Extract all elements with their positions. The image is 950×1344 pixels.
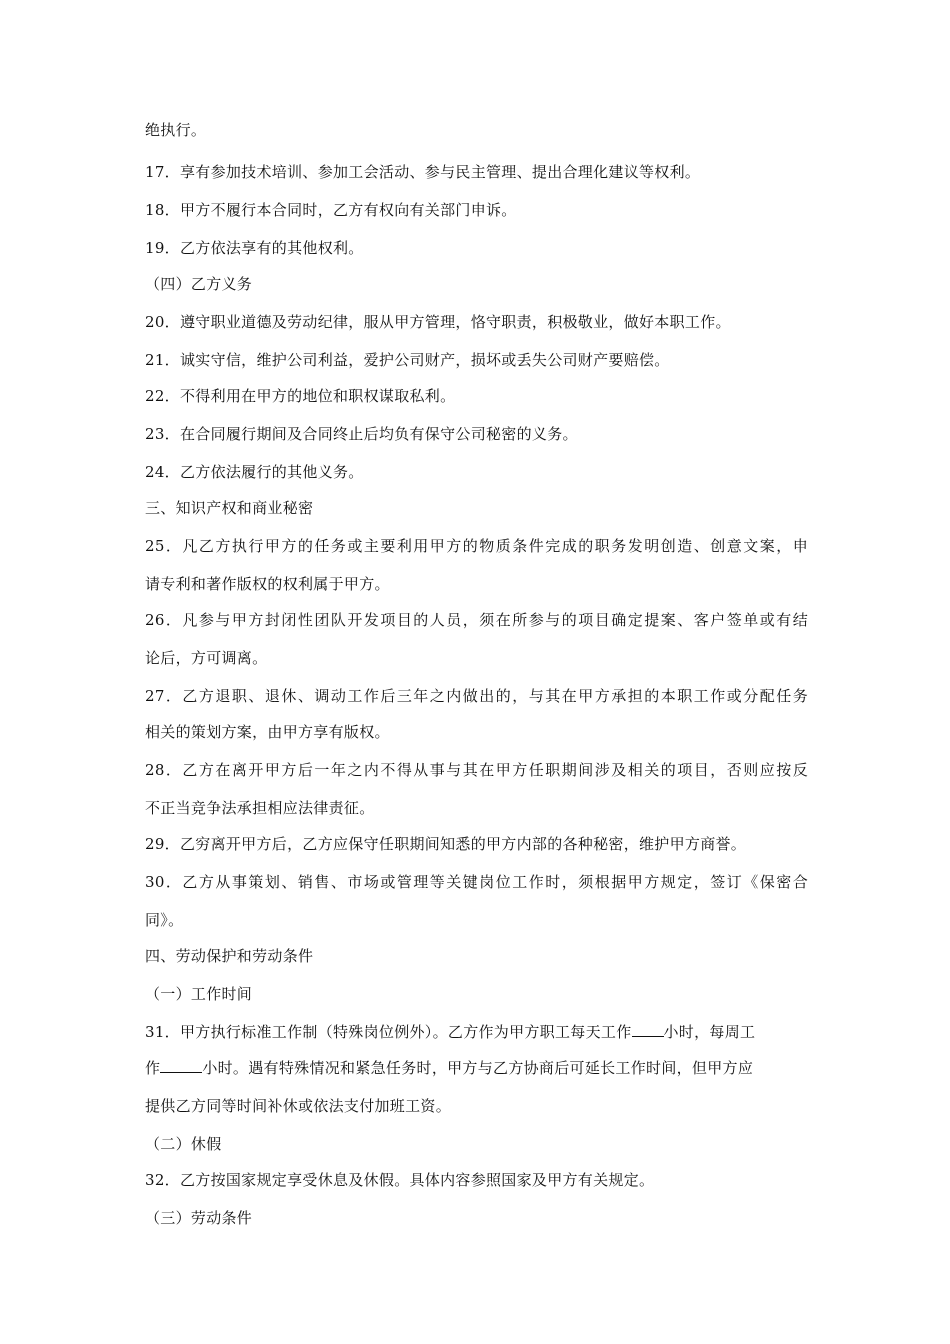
subsection-heading-working-hours: （一）工作时间 xyxy=(145,985,253,1003)
clause-30-line-2: 同》。 xyxy=(145,911,184,929)
weekly-hours-blank[interactable] xyxy=(160,1058,202,1073)
section-heading-labor-protection: 四、劳动保护和劳动条件 xyxy=(145,947,314,965)
clause-31-text-a: 31．甲方执行标准工作制（特殊岗位例外）。乙方作为甲方职工每天工作 xyxy=(145,1023,632,1041)
subsection-heading-leave: （二）休假 xyxy=(145,1135,222,1153)
clause-19: 19．乙方依法享有的其他权利。 xyxy=(145,239,364,257)
clause-23: 23．在合同履行期间及合同终止后均负有保守公司秘密的义务。 xyxy=(145,425,578,443)
clause-31-line-3: 提供乙方同等时间补休或依法支付加班工资。 xyxy=(145,1097,452,1115)
text-line: 绝执行。 xyxy=(145,121,207,139)
clause-22: 22．不得利用在甲方的地位和职权谋取私利。 xyxy=(145,387,456,405)
clause-31-text-b: 小时，每周工 xyxy=(663,1023,756,1041)
clause-25-line-1: 25．凡乙方执行甲方的任务或主要利用甲方的物质条件完成的职务发明创造、创意文案，申 xyxy=(145,537,808,555)
section-heading-party-b-obligations: （四）乙方义务 xyxy=(145,275,253,293)
clause-17: 17．享有参加技术培训、参加工会活动、参与民主管理、提出合理化建议等权利。 xyxy=(145,163,701,181)
clause-26-line-1: 26．凡参与甲方封闭性团队开发项目的人员，须在所参与的项目确定提案、客户签单或有结 xyxy=(145,611,808,629)
clause-25-line-2: 请专利和著作版权的权利属于甲方。 xyxy=(145,575,390,593)
clause-26-line-2: 论后，方可调离。 xyxy=(145,649,268,667)
clause-31-text-c: 作 xyxy=(145,1059,161,1077)
daily-hours-blank[interactable] xyxy=(632,1022,664,1037)
clause-18: 18．甲方不履行本合同时，乙方有权向有关部门申诉。 xyxy=(145,201,517,219)
clause-28-line-1: 28．乙方在离开甲方后一年之内不得从事与其在甲方任职期间涉及相关的项目，否则应按反 xyxy=(145,761,808,779)
clause-29: 29．乙穷离开甲方后，乙方应保守任职期间知悉的甲方内部的各种秘密，维护甲方商誉。 xyxy=(145,835,747,853)
clause-27-line-2: 相关的策划方案，由甲方享有版权。 xyxy=(145,723,390,741)
clause-32: 32．乙方按国家规定享受休息及休假。具体内容参照国家及甲方有关规定。 xyxy=(145,1171,655,1189)
subsection-heading-labor-conditions: （三）劳动条件 xyxy=(145,1209,253,1227)
clause-30-line-1: 30．乙方从事策划、销售、市场或管理等关键岗位工作时，须根据甲方规定，签订《保密合 xyxy=(145,873,808,891)
section-heading-ip: 三、知识产权和商业秘密 xyxy=(145,499,314,517)
clause-20: 20．遵守职业道德及劳动纪律，服从甲方管理，恪守职责，积极敬业，做好本职工作。 xyxy=(145,313,731,331)
clause-31-line-1 xyxy=(145,1022,808,1042)
clause-31-line-2 xyxy=(145,1058,808,1078)
clause-21: 21．诚实守信，维护公司利益，爱护公司财产，损坏或丢失公司财产要赔偿。 xyxy=(145,351,670,369)
clause-24: 24．乙方依法履行的其他义务。 xyxy=(145,463,364,481)
clause-28-line-2: 不正当竞争法承担相应法律责征。 xyxy=(145,799,375,817)
clause-31-text-d: 小时。遇有特殊情况和紧急任务时，甲方与乙方协商后可延长工作时间，但甲方应 xyxy=(202,1059,754,1077)
clause-27-line-1: 27．乙方退职、退休、调动工作后三年之内做出的，与其在甲方承担的本职工作或分配任务 xyxy=(145,687,808,705)
